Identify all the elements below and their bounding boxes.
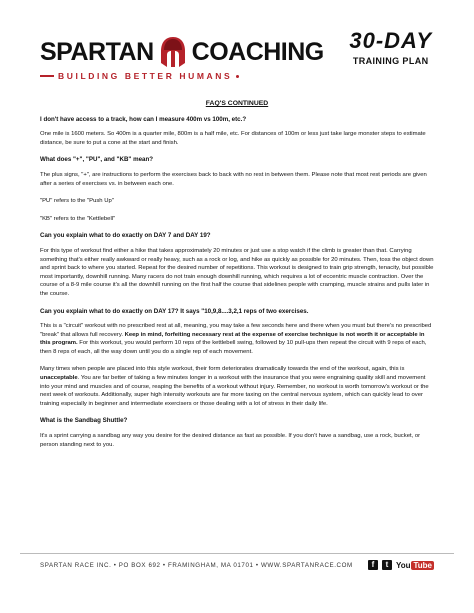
answer-sandbag: It's a sprint carrying a sandbag any way you desire for the desired distance as fast as possible. If you don't have a sandbag, use a rock, bucket, or person standing next to you. xyxy=(40,433,421,448)
tagline-text: BUILDING BETTER HUMANS xyxy=(58,71,233,81)
answer-track: One mile is 1600 meters. So 400m is a quarter mile, 800m is a half mile, etc. For distances of 100m or less just take large monster steps to estimate distance, be sure to put a cone at the start and finish. xyxy=(40,131,426,146)
answer-form-part1: Many times when people are placed into this style workout, their form deteriorates dramatically towards the end of the workout, again, this is xyxy=(40,366,405,373)
question-track: I don't have access to a track, how can I measure 400m vs 100m, etc.? xyxy=(40,115,247,123)
page-header xyxy=(0,0,474,84)
tagline-dot xyxy=(236,75,239,78)
answer-day17-bold: Keep in mind, forfeiting necessary rest at the expense of exercise technique is not worth it or acceptable in this program. xyxy=(40,331,425,347)
question-day7-day19: Can you explain what to do exactly on DAY 7 and DAY 19? xyxy=(40,232,211,240)
answer-day17 xyxy=(40,322,434,356)
answer-pu: "PU" refers to the "Push Up" xyxy=(40,198,114,205)
logo-text-left: SPARTAN xyxy=(40,37,154,66)
logo-text-right: COACHING xyxy=(191,37,324,66)
answer-day17-part2: For this workout, you would perform 10 reps of the kettlebell swing, followed by 10 pull-ups then repeat the circuit with 9 reps of each, then 8 reps of each, all the way down until you do a single rep of each movement. xyxy=(40,340,427,355)
faq-heading: FAQ'S CONTINUED xyxy=(205,100,269,107)
footer-address: SPARTAN RACE INC. • PO BOX 692 • FRAMINGHAM, MA 01701 • WWW.SPARTANRACE.COM xyxy=(40,562,353,569)
plan-subtitle: TRAINING PLAN xyxy=(352,56,429,66)
tagline xyxy=(40,71,324,81)
training-plan-badge xyxy=(349,30,432,66)
answer-day17-part1: This is a "circuit" workout with no prescribed rest at all, meaning, you may take a few seconds here and there when you must but there's no prescribed "break" that allows full recovery. xyxy=(40,323,432,338)
answer-day7-day19: For this type of workout find either a hike that takes approximately 20 minutes or just use a stop watch if the climb is greater than that. Carrying something that's either really awkward or really heavy, such as a rock or log, and hike as quickly as possible for 20 minutes. Then, toss the object down and sprint back to where you started. Repeat for the desired number of repetitions. This workout is designed to train grip strength, tenacity, but possible most importantly, downhill running. Many racers do not train enough downhill running, which requires a lot of eccentric muscle contraction. Over the course of a 8-9 mile course it's all the downhill running on the first half the course that sidelines people with cramping, muscle strains and pulls later in the course. xyxy=(40,247,434,297)
question-abbreviations: What does "+", "PU", and "KB" mean? xyxy=(40,156,154,164)
tagline-left-rule xyxy=(40,75,54,77)
answer-day17-form xyxy=(40,365,434,408)
footer-divider xyxy=(20,553,454,554)
youtube-icon[interactable] xyxy=(396,561,434,570)
twitter-icon[interactable]: t xyxy=(382,560,392,570)
faq-content xyxy=(40,100,434,458)
spartan-helmet-icon xyxy=(158,36,188,68)
answer-abbreviations: The plus signs, "+", are instructions to perform the exercises back to back with no rest in between them. Please note that most rest periods are given after a series of exercises vs. in between each one. xyxy=(40,171,427,187)
answer-form-part2: . You are far better of taking a few minutes longer in a workout with the insurance that you were engraining quality skill and movement into your mind and muscles and of course, reaping the benefits of a workout without injury. Remember, no workout is worth tomorrow's workout or the next week of workouts. Additionally, super high intensity workouts are far more taxing on the central nervous system, which can quickly lead to over training especially in beginner and intermediate exercisers or those dealing with a lot of stress in their daily life. xyxy=(40,375,429,407)
plan-title: 30-DAY xyxy=(349,28,432,53)
youtube-you: You xyxy=(395,560,411,570)
question-sandbag: What is the Sandbag Shuttle? xyxy=(40,417,128,425)
facebook-icon[interactable]: f xyxy=(368,560,378,570)
question-day17: Can you explain what to do exactly on DAY 17? It says "10,9,8....3,2,1 reps of two exercises. xyxy=(40,307,309,315)
answer-kb: "KB" refers to the "Kettlebell" xyxy=(40,215,116,222)
answer-form-bold: unacceptable xyxy=(40,375,78,382)
youtube-tube: Tube xyxy=(413,560,432,570)
social-links xyxy=(368,560,434,570)
spartan-coaching-logo xyxy=(40,36,324,81)
